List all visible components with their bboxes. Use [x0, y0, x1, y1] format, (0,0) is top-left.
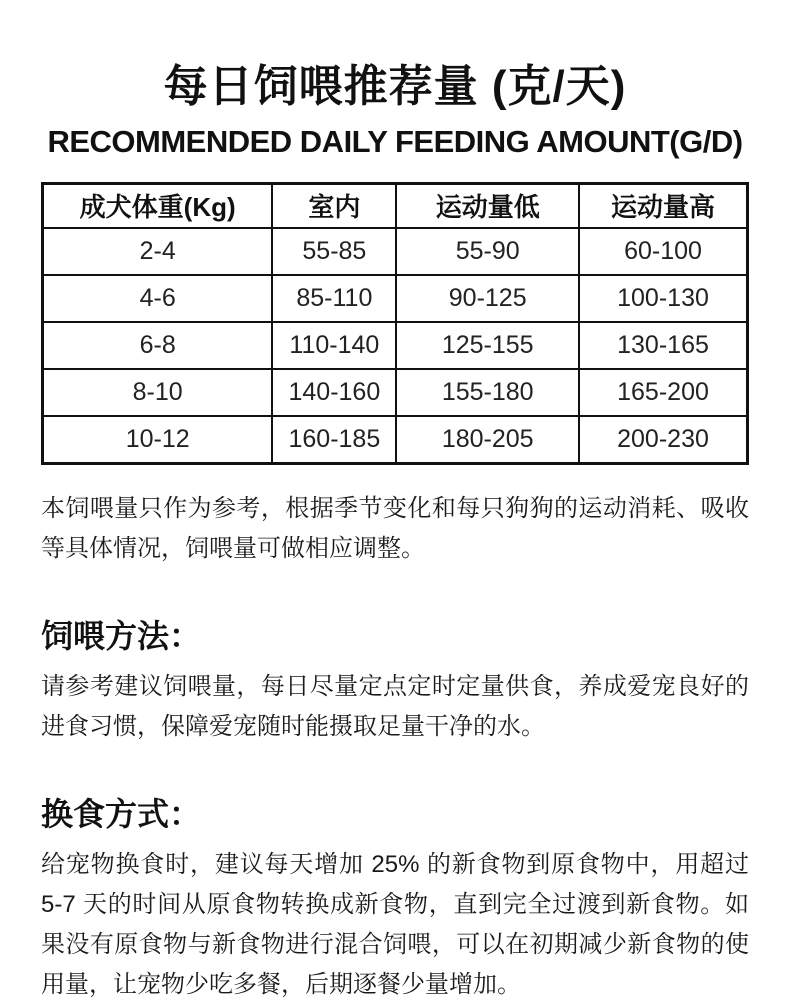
- food-transition-text: 给宠物换食时，建议每天增加 25% 的新食物到原食物中，用超过 5-7 天的时间从原食物转换成新食物，直到完全过渡到新食物。如果没有原食物与新食物进行混合饲喂，可以在初期减少新食物的使用量，让宠物少吃多餐，后期逐餐少量增加。: [41, 851, 749, 999]
- table-header-indoor: 室内: [272, 183, 396, 228]
- table-header-low-activity: 运动量低: [396, 183, 579, 228]
- cell-indoor: 85-110: [272, 275, 396, 322]
- cell-high-activity: 60-100: [579, 228, 748, 275]
- feeding-method-text: 请参考建议饲喂量，每日尽量定点定时定量供食，养成爱宠良好的进食习惯，保障爱宠随时能摄取足量干净的水。: [41, 673, 749, 741]
- cell-low-activity: 55-90: [396, 228, 579, 275]
- cell-weight: 8-10: [43, 369, 273, 416]
- table-row: [43, 322, 748, 369]
- cell-high-activity: 165-200: [579, 369, 748, 416]
- cell-indoor: 160-185: [272, 416, 396, 464]
- section-heading-food-transition: 换食方式：: [41, 796, 202, 833]
- cell-low-activity: 125-155: [396, 322, 579, 369]
- cell-indoor: 140-160: [272, 369, 396, 416]
- table-header-high-activity: 运动量高: [579, 183, 748, 228]
- cell-low-activity: 155-180: [396, 369, 579, 416]
- page-subtitle: RECOMMENDED DAILY FEEDING AMOUNT(G/D): [47, 123, 743, 159]
- cell-weight: 10-12: [43, 416, 273, 464]
- table-header-row: [43, 183, 748, 228]
- cell-weight: 4-6: [43, 275, 273, 322]
- table-header-weight: 成犬体重(Kg): [43, 183, 273, 228]
- cell-low-activity: 180-205: [396, 416, 579, 464]
- cell-weight: 6-8: [43, 322, 273, 369]
- page-title: 每日饲喂推荐量 (克/天): [163, 62, 627, 111]
- table-row: [43, 369, 748, 416]
- table-row: [43, 416, 748, 464]
- table-row: [43, 228, 748, 275]
- reference-note-text: 本饲喂量只作为参考，根据季节变化和每只狗狗的运动消耗、吸收等具体情况，饲喂量可做相应调整。: [41, 494, 749, 562]
- cell-indoor: 110-140: [272, 322, 396, 369]
- feeding-amount-table: [41, 182, 749, 465]
- cell-high-activity: 200-230: [579, 416, 748, 464]
- cell-low-activity: 90-125: [396, 275, 579, 322]
- cell-high-activity: 100-130: [579, 275, 748, 322]
- section-heading-feeding-method: 饲喂方法：: [41, 617, 202, 654]
- cell-weight: 2-4: [43, 228, 273, 275]
- cell-indoor: 55-85: [272, 228, 396, 275]
- table-row: [43, 275, 748, 322]
- cell-high-activity: 130-165: [579, 322, 748, 369]
